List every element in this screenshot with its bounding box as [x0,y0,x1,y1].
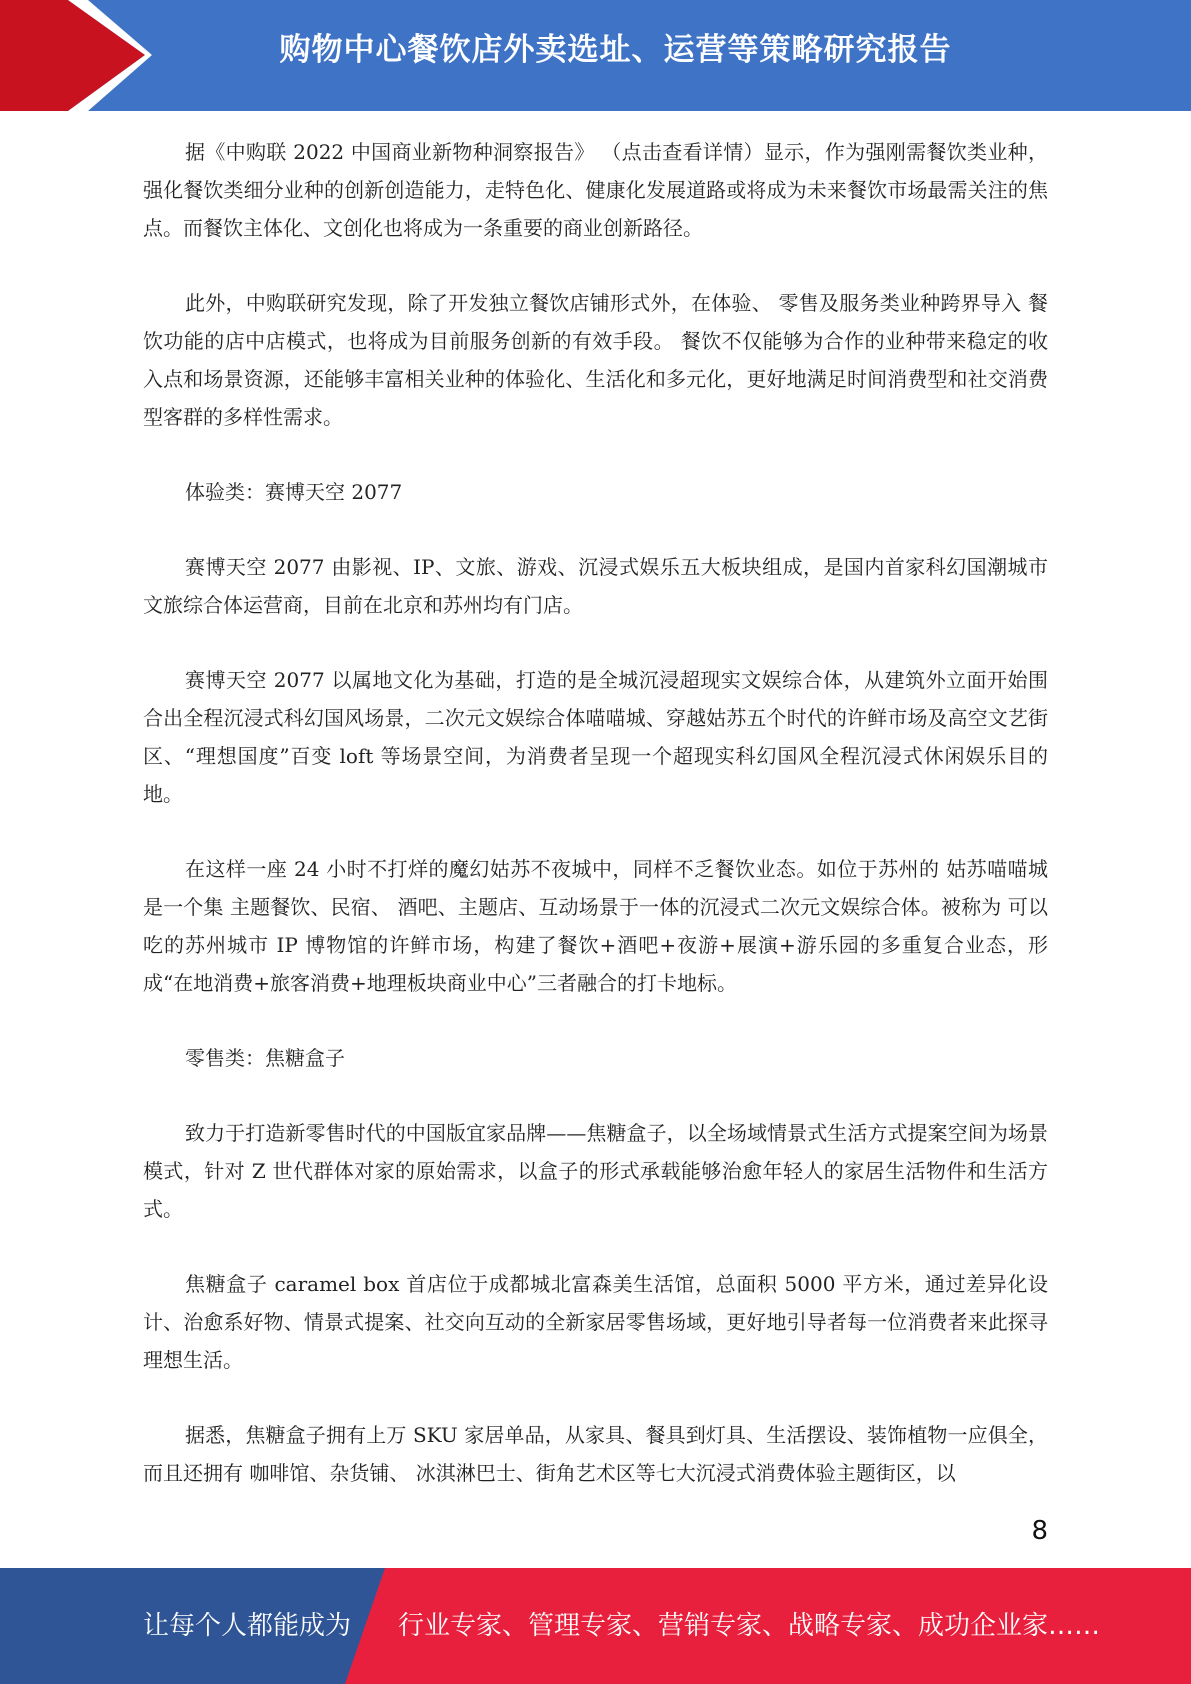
paragraph-research-finding: 此外，中购联研究发现，除了开发独立餐饮店铺形式外，在体验、 零售及服务类业种跨界导入 餐饮功能的店中店模式，也将成为目前服务创新的有效手段。 餐饮不仅能够为合作的业种带来稳定的收入点和场景资源，还能够丰富相关业种的体验化、生活化和多元化，更好地满足时间消费型和社交消费型客群的多样性需求。 [143,291,1048,429]
footer-slogan-left: 让每个人都能成为 [143,1611,352,1641]
paragraph-cyber-sky-concept: 赛博天空 2077 以属地文化为基础，打造的是全城沉浸超现实文娱综合体，从建筑外立面开始围合出全程沉浸式科幻国风场景，二次元文娱综合体喵喵城、穿越姑苏五个时代的许鲜市场及高空文艺街区、“理想国度”百变 loft 等场景空间，为消费者呈现一个超现实科幻国风全程沉浸式休闲娱乐目的地。 [143,668,1048,806]
section-heading-retail: 零售类：焦糖盒子 [185,1046,345,1070]
page-number: 8 [1031,1516,1048,1546]
page-header [0,0,1191,111]
paragraph-caramel-box-intro: 致力于打造新零售时代的中国版宜家品牌——焦糖盒子，以全场域情景式生活方式提案空间为场景模式，针对 Z 世代群体对家的原始需求，以盒子的形式承载能够治愈年轻人的家居生活物件和生活方式。 [143,1121,1048,1221]
header-arrow-decoration [0,0,170,111]
paragraph-cyber-sky-dining: 在这样一座 24 小时不打烊的魔幻姑苏不夜城中，同样不乏餐饮业态。如位于苏州的 姑苏喵喵城是一个集 主题餐饮、民宿、 酒吧、主题店、互动场景于一体的沉浸式二次元文娱综合体。被称为 可以吃的苏州城市 IP 博物馆的许鲜市场，构建了餐饮+酒吧+夜游+展演+游乐园的多重复合业态，形成“在地消费+旅客消费+地理板块商业中心”三者融合的打卡地标。 [143,857,1048,995]
footer-slogan-right: 行业专家、管理专家、营销专家、战略专家、成功企业家…… [398,1611,1101,1641]
section-heading-experience: 体验类：赛博天空 2077 [185,480,403,504]
paragraph-caramel-box-store: 焦糖盒子 caramel box 首店位于成都城北富森美生活馆，总面积 5000 平方米，通过差异化设计、治愈系好物、情景式提案、社交向互动的全新家居零售场域，更好地引导者每一位消费者来此探寻理想生活。 [143,1272,1048,1372]
paragraph-caramel-box-sku: 据悉，焦糖盒子拥有上万 SKU 家居单品，从家具、餐具到灯具、生活摆设、装饰植物一应俱全，而且还拥有 咖啡馆、杂货铺、 冰淇淋巴士、街角艺术区等七大沉浸式消费体验主题街区，以 [143,1423,1048,1485]
paragraph-cyber-sky-overview: 赛博天空 2077 由影视、IP、文旅、游戏、沉浸式娱乐五大板块组成，是国内首家科幻国潮城市文旅综合体运营商，目前在北京和苏州均有门店。 [143,555,1048,617]
paragraph-intro: 据《中购联 2022 中国商业新物种洞察报告》 （点击查看详情）显示，作为强刚需餐饮类业种，强化餐饮类细分业种的创新创造能力，走特色化、健康化发展道路或将成为未来餐饮市场最需关注的焦点。而餐饮主体化、文创化也将成为一条重要的商业创新路径。 [143,140,1048,240]
page-footer [0,1568,1191,1684]
report-title: 购物中心餐饮店外卖选址、运营等策略研究报告 [279,32,952,68]
document-body [143,133,1048,1529]
